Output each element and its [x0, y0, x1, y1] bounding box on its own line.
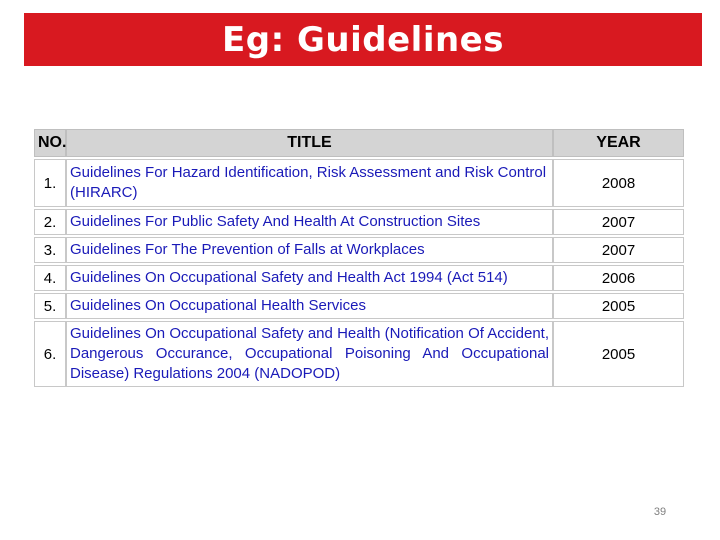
row-year: 2008 — [553, 159, 684, 207]
row-title: Guidelines For The Prevention of Falls at Workplaces — [66, 237, 553, 263]
table-row — [34, 265, 684, 291]
row-number: 2. — [34, 209, 66, 235]
table-row — [34, 293, 684, 319]
row-number: 1. — [34, 159, 66, 207]
row-year: 2006 — [553, 265, 684, 291]
table-header-row — [34, 129, 684, 157]
row-year: 2005 — [553, 293, 684, 319]
row-year: 2007 — [553, 237, 684, 263]
table-row — [34, 321, 684, 387]
page-number: 39 — [653, 506, 667, 518]
row-year: 2005 — [553, 321, 684, 387]
row-title: Guidelines On Occupational Safety and Health (Notification Of Accident, Dangerous Occurance, Occupational Poisoning And Occupational Disease) Regulations 2004 (NADOPOD) — [66, 321, 553, 387]
slide-title: Eg: Guidelines — [222, 19, 504, 60]
row-title: Guidelines For Hazard Identification, Risk Assessment and Risk Control (HIRARC) — [66, 159, 553, 207]
row-title: Guidelines For Public Safety And Health At Construction Sites — [66, 209, 553, 235]
table-row — [34, 159, 684, 207]
header-no: NO. — [34, 129, 66, 157]
header-title: TITLE — [66, 129, 553, 157]
row-title: Guidelines On Occupational Health Services — [66, 293, 553, 319]
row-number: 3. — [34, 237, 66, 263]
row-title: Guidelines On Occupational Safety and Health Act 1994 (Act 514) — [66, 265, 553, 291]
guidelines-table-container — [34, 127, 684, 389]
table-row — [34, 237, 684, 263]
row-number: 5. — [34, 293, 66, 319]
row-number: 6. — [34, 321, 66, 387]
row-number: 4. — [34, 265, 66, 291]
row-year: 2007 — [553, 209, 684, 235]
guidelines-table — [34, 127, 684, 389]
slide-title-bar — [24, 13, 702, 66]
header-year: YEAR — [553, 129, 684, 157]
table-row — [34, 209, 684, 235]
